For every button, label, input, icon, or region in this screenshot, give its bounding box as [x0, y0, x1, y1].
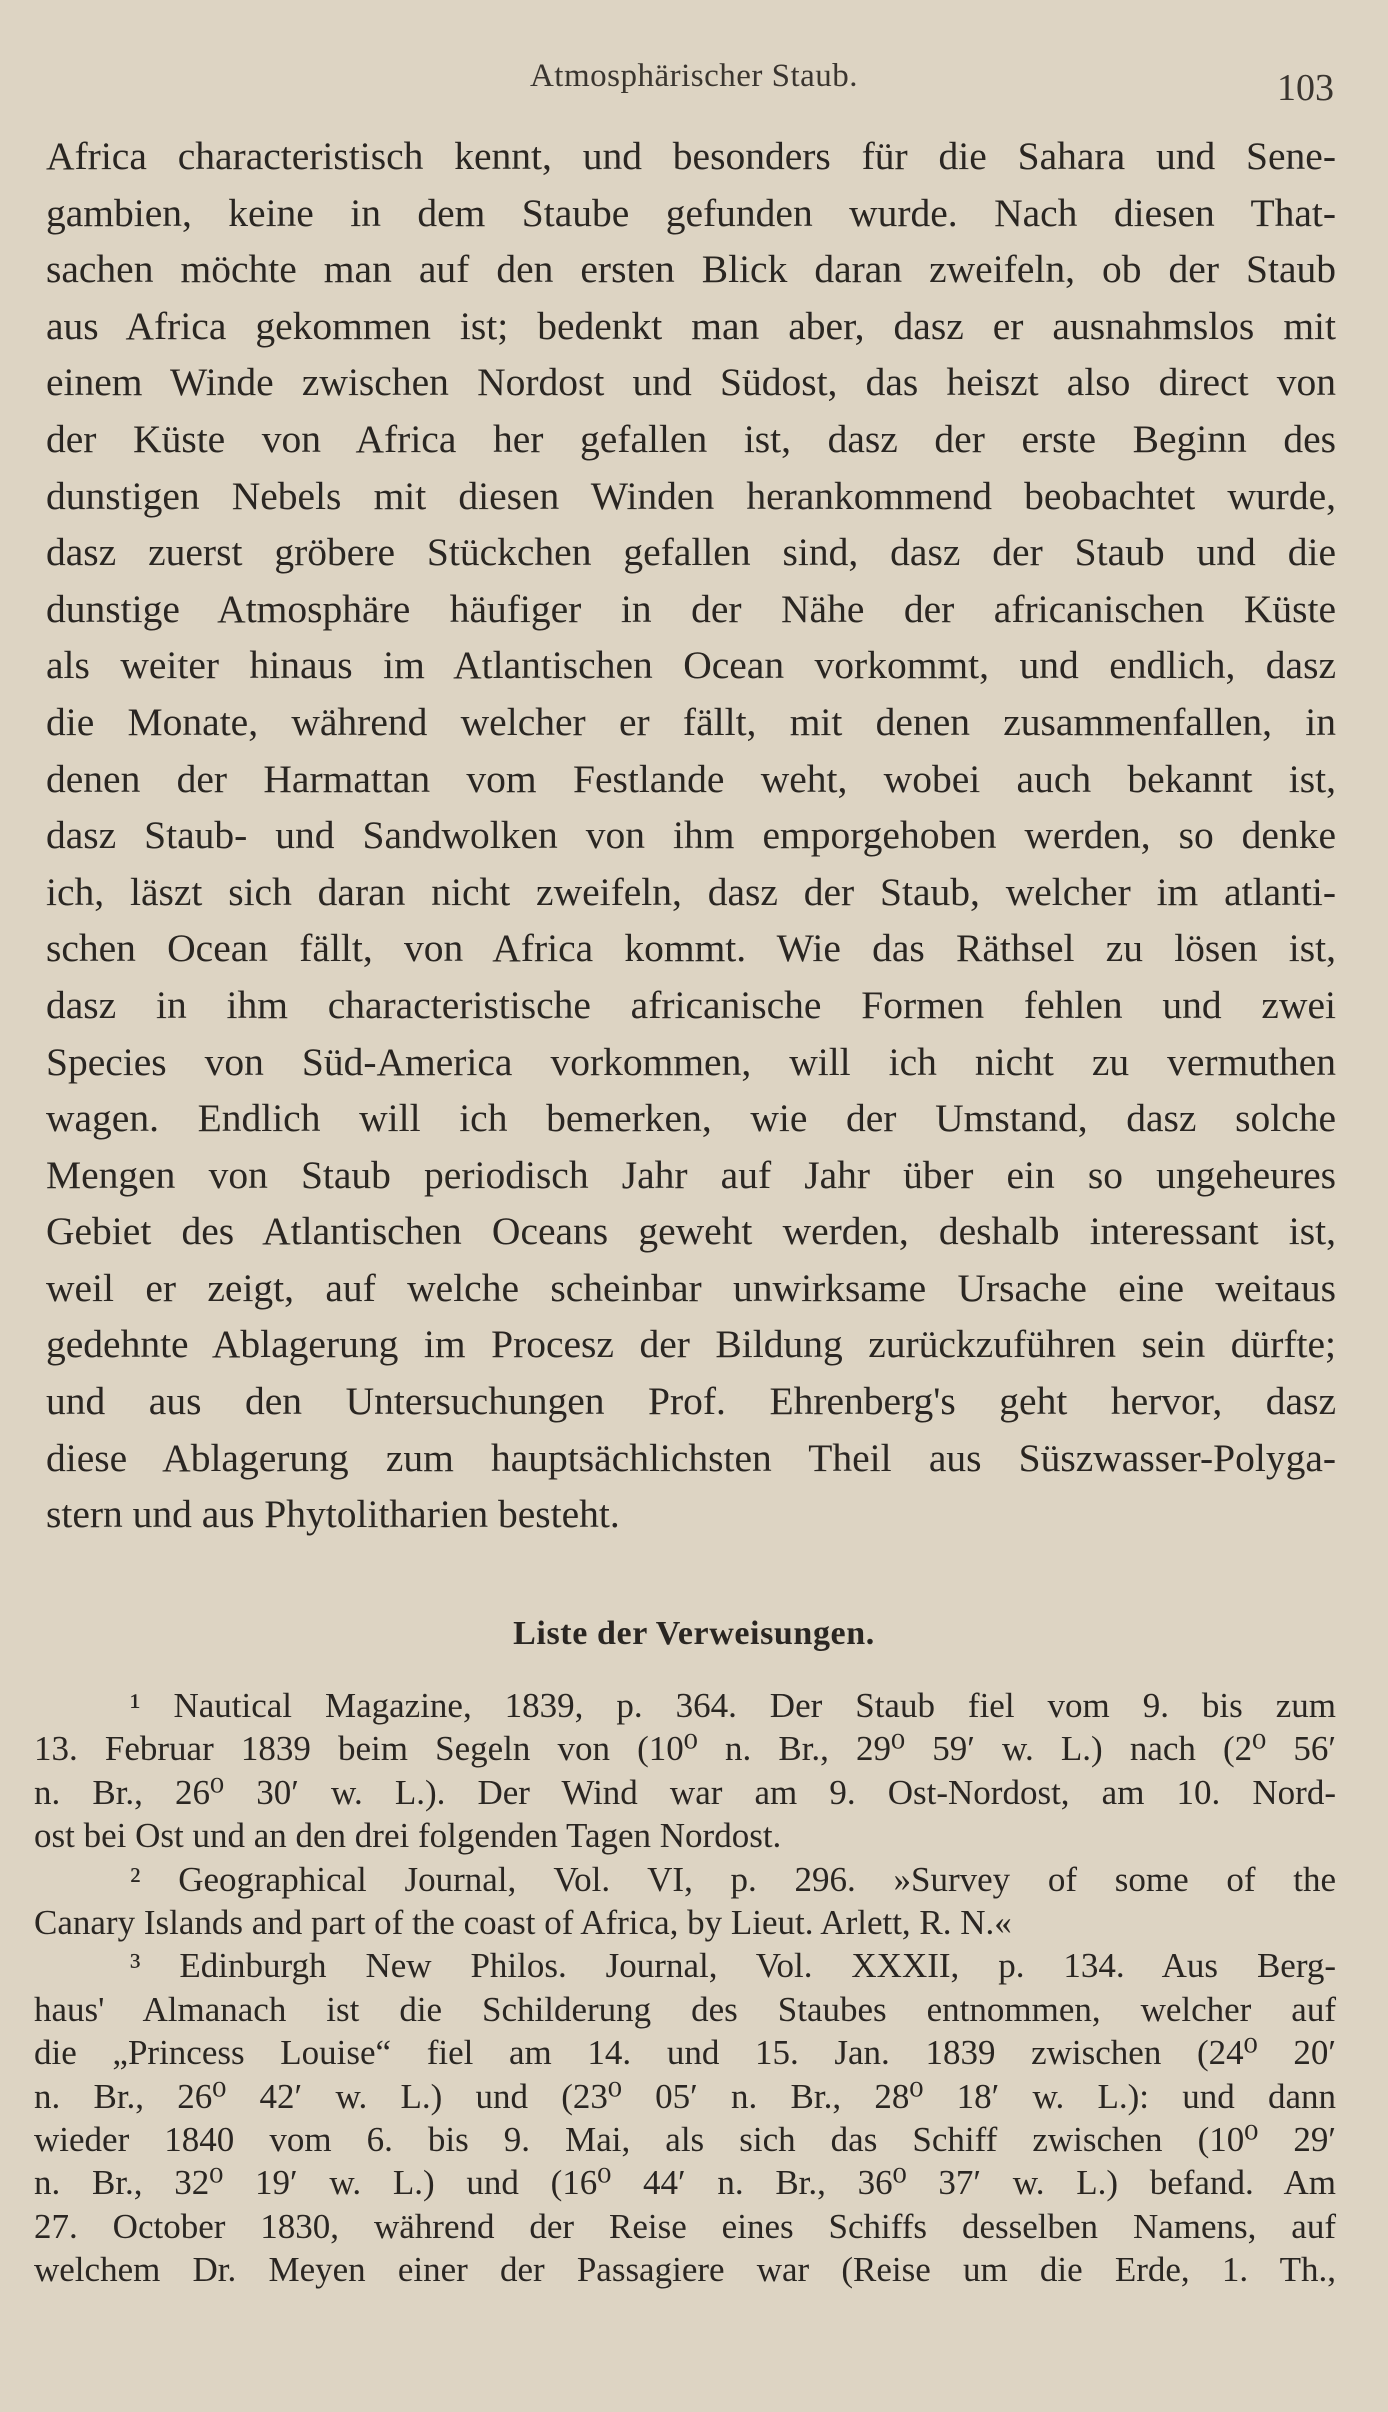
body-line: dasz in ihm characteristische africanische Formen fehlen und zwei	[46, 982, 1336, 1027]
body-line: stern und aus Phytolitharien besteht.	[46, 1492, 620, 1537]
body-line: denen der Harmattan vom Festlande weht, wobei auch bekannt ist,	[46, 756, 1336, 801]
body-line: gambien, keine in dem Staube gefunden wurde. Nach diesen That-	[46, 190, 1336, 235]
body-line: einem Winde zwischen Nordost und Südost, das heiszt also direct von	[46, 360, 1336, 405]
body-line: wagen. Endlich will ich bemerken, wie der Umstand, dasz solche	[46, 1096, 1336, 1141]
body-line: der Küste von Africa her gefallen ist, dasz der erste Beginn des	[46, 416, 1336, 461]
note-line: wieder 1840 vom 6. bis 9. Mai, als sich das Schiff zwischen (10⁰ 29′	[34, 2120, 1336, 2160]
body-text	[46, 128, 1336, 1543]
note-line: die „Princess Louise“ fiel am 14. und 15. Jan. 1839 zwischen (24⁰ 20′	[34, 2033, 1336, 2073]
body-line: sachen möchte man auf den ersten Blick daran zweifeln, ob der Staub	[46, 247, 1336, 292]
note-line: ost bei Ost und an den drei folgenden Tagen Nordost.	[34, 1816, 782, 1856]
body-line: als weiter hinaus im Atlantischen Ocean vorkommt, und endlich, dasz	[46, 643, 1336, 688]
body-line: aus Africa gekommen ist; bedenkt man aber, dasz er ausnahmslos mit	[46, 303, 1336, 348]
body-line: dunstigen Nebels mit diesen Winden herankommend beobachtet wurde,	[46, 473, 1336, 518]
body-line: die Monate, während welcher er fällt, mit denen zusammenfallen, in	[46, 699, 1336, 744]
body-line: weil er zeigt, auf welche scheinbar unwirksame Ursache eine weitaus	[46, 1265, 1336, 1310]
section-title: Liste der Verweisungen.	[513, 1615, 875, 1652]
body-line: dasz zuerst gröbere Stückchen gefallen sind, dasz der Staub und die	[46, 530, 1336, 575]
body-line: ich, läszt sich daran nicht zweifeln, dasz der Staub, welcher im atlanti-	[46, 869, 1336, 914]
page-header	[0, 58, 1388, 118]
body-line: Africa characteristisch kennt, und besonders für die Sahara und Sene-	[46, 134, 1336, 178]
note-line: n. Br., 32⁰ 19′ w. L.) und (16⁰ 44′ n. Br., 36⁰ 37′ w. L.) befand. Am	[34, 2163, 1336, 2203]
note-line: welchem Dr. Meyen einer der Passagiere war (Reise um die Erde, 1. Th.,	[34, 2250, 1336, 2290]
note-line: Canary Islands and part of the coast of Africa, by Lieut. Arlett, R. N.«	[34, 1903, 1012, 1943]
body-line: diese Ablagerung zum hauptsächlichsten Theil aus Süszwasser-Polyga-	[46, 1435, 1336, 1480]
body-line: gedehnte Ablagerung im Procesz der Bildung zurückzuführen sein dürfte;	[46, 1322, 1336, 1367]
body-line: Gebiet des Atlantischen Oceans geweht werden, deshalb interessant ist,	[46, 1209, 1336, 1254]
page-number: 103	[1277, 67, 1334, 109]
note-line: n. Br., 26⁰ 42′ w. L.) und (23⁰ 05′ n. Br., 28⁰ 18′ w. L.): und dann	[34, 2076, 1336, 2116]
note-line: 27. October 1830, während der Reise eines Schiffs desselben Namens, auf	[34, 2206, 1336, 2246]
body-line: schen Ocean fällt, von Africa kommt. Wie das Räthsel zu lösen ist,	[46, 926, 1336, 971]
body-line: Species von Süd-America vorkommen, will ich nicht zu vermuthen	[46, 1039, 1336, 1084]
body-line: dasz Staub- und Sandwolken von ihm emporgehoben werden, so denke	[46, 813, 1336, 858]
body-line: Mengen von Staub periodisch Jahr auf Jahr über ein so ungeheures	[46, 1152, 1336, 1197]
note-line: n. Br., 26⁰ 30′ w. L.). Der Wind war am 9. Ost-Nordost, am 10. Nord-	[34, 1772, 1336, 1812]
body-line: dunstige Atmosphäre häufiger in der Nähe der africanischen Küste	[46, 586, 1336, 631]
note-line: 13. Februar 1839 beim Segeln von (10⁰ n. Br., 29⁰ 59′ w. L.) nach (2⁰ 56′	[34, 1729, 1336, 1769]
note-line: haus' Almanach ist die Schilderung des Staubes entnommen, welcher auf	[34, 1989, 1336, 2029]
body-line: und aus den Untersuchungen Prof. Ehrenberg's geht hervor, dasz	[46, 1379, 1336, 1424]
note-line: ¹ Nautical Magazine, 1839, p. 364. Der Staub fiel vom 9. bis zum	[130, 1686, 1336, 1725]
note-line: ³ Edinburgh New Philos. Journal, Vol. XXXII, p. 134. Aus Berg-	[130, 1946, 1336, 1986]
running-title: Atmosphärischer Staub.	[529, 58, 859, 94]
note-line: ² Geographical Journal, Vol. VI, p. 296. »Survey of some of the	[130, 1859, 1336, 1899]
reference-notes	[34, 1684, 1336, 2292]
